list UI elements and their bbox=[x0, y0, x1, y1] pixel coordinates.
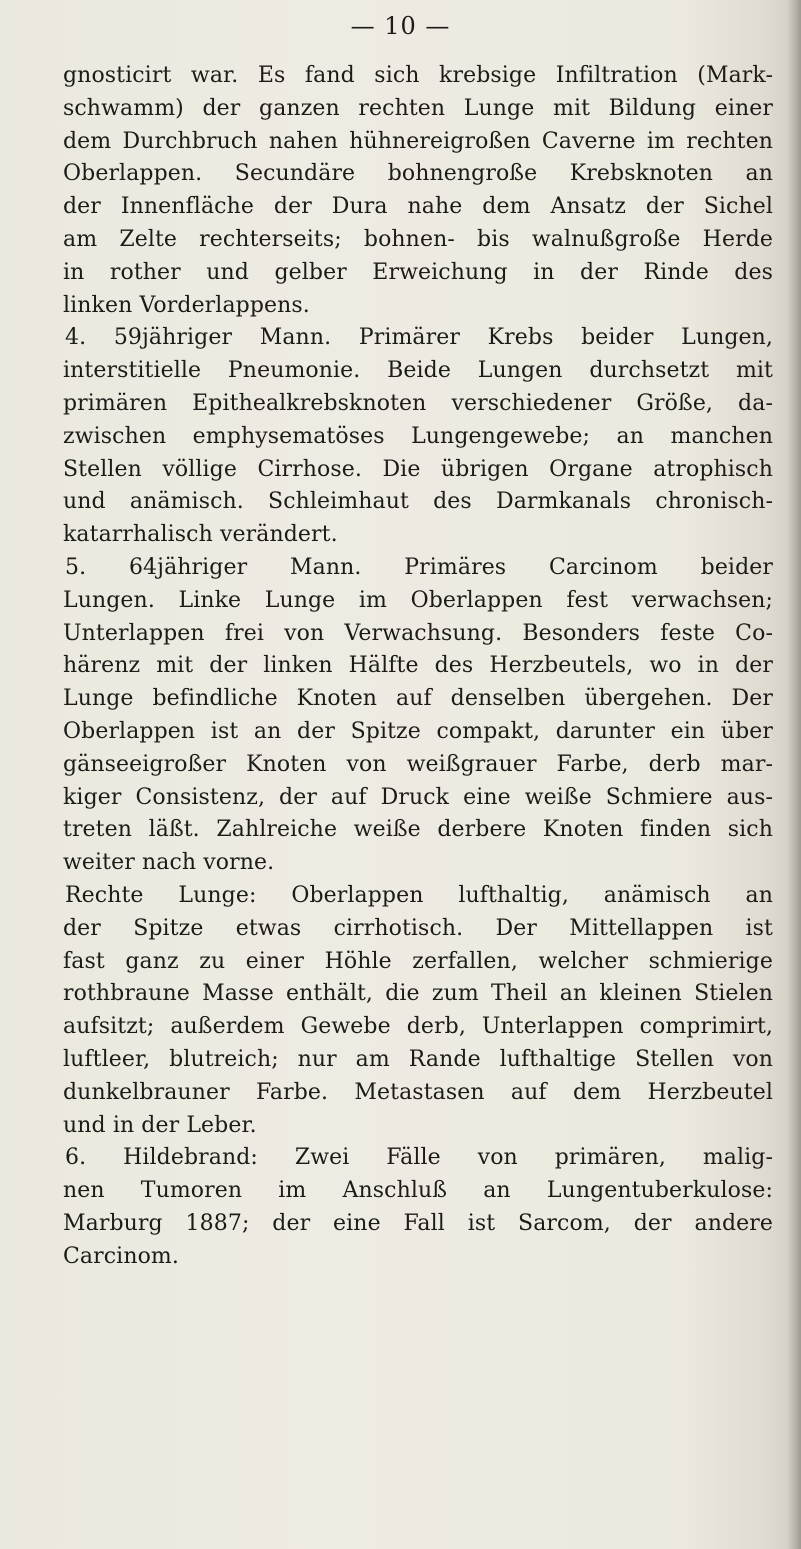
page-edge-shadow bbox=[787, 0, 801, 1549]
text-line: gnosticirt war. Es fand sich krebsige Infiltration (Mark- bbox=[63, 63, 773, 88]
text-line: dem Durchbruch nahen hühnereigroßen Caverne im rechten bbox=[63, 128, 773, 154]
text-line: dunkelbrauner Farbe. Metastasen auf dem Herzbeutel bbox=[63, 1079, 773, 1105]
text-line: und anämisch. Schleimhaut des Darmkanals chronisch- bbox=[63, 489, 773, 515]
text-line: kiger Consistenz, der auf Druck eine weiße Schmiere aus- bbox=[63, 784, 773, 810]
text-line: zwischen emphysematöses Lungengewebe; an manchen bbox=[63, 423, 773, 449]
text-line: der Innenfläche der Dura nahe dem Ansatz der Sichel bbox=[63, 194, 773, 220]
text-line: katarrhalisch verändert. bbox=[63, 522, 338, 548]
text-line: am Zelte rechterseits; bohnen- bis walnußgroße Herde bbox=[63, 226, 773, 252]
text-line: in rother und gelber Erweichung in der Rinde des bbox=[63, 259, 773, 285]
text-line: rothbraune Masse enthält, die zum Theil an kleinen Stielen bbox=[63, 981, 773, 1007]
text-line: fast ganz zu einer Höhle zerfallen, welcher schmierige bbox=[63, 948, 773, 974]
text-line: Oberlappen. Secundäre bohnengroße Krebsknoten an bbox=[63, 161, 773, 187]
text-line: Rechte Lunge: Oberlappen lufthaltig, anämisch an bbox=[65, 882, 773, 908]
text-line: interstitielle Pneumonie. Beide Lungen durchsetzt mit bbox=[63, 358, 773, 384]
text-line: gänseeigroßer Knoten von weißgrauer Farbe, derb mar- bbox=[63, 751, 773, 777]
text-line: primären Epithealkrebsknoten verschiedener Größe, da- bbox=[63, 390, 773, 416]
text-line: luftleer, blutreich; nur am Rande lufthaltige Stellen von bbox=[63, 1046, 773, 1072]
text-line: treten läßt. Zahlreiche weiße derbere Knoten finden sich bbox=[63, 817, 773, 843]
body-text bbox=[63, 60, 773, 1273]
text-line: nen Tumoren im Anschluß an Lungentuberkulose: bbox=[63, 1178, 773, 1204]
text-line: Stellen völlige Cirrhose. Die übrigen Organe atrophisch bbox=[63, 456, 773, 482]
page-number: — 10 — bbox=[350, 12, 451, 40]
text-line: 5. 64jähriger Mann. Primäres Carcinom beider bbox=[65, 554, 773, 580]
text-line: Marburg 1887; der eine Fall ist Sarcom, der andere bbox=[63, 1210, 773, 1236]
text-line: linken Vorderlappens. bbox=[63, 292, 310, 318]
text-line: Oberlappen ist an der Spitze compakt, darunter ein über bbox=[63, 718, 773, 744]
text-line: 4. 59jähriger Mann. Primärer Krebs beider Lungen, bbox=[65, 325, 773, 351]
text-line: Lungen. Linke Lunge im Oberlappen fest verwachsen; bbox=[63, 587, 773, 613]
text-line: schwamm) der ganzen rechten Lunge mit Bildung einer bbox=[63, 95, 773, 121]
text-line: härenz mit der linken Hälfte des Herzbeutels, wo in der bbox=[63, 653, 773, 679]
text-line: Unterlappen frei von Verwachsung. Besonders feste Co- bbox=[63, 620, 773, 646]
text-line: weiter nach vorne. bbox=[63, 850, 275, 876]
text-line: Lunge befindliche Knoten auf denselben übergehen. Der bbox=[63, 686, 773, 712]
text-line: der Spitze etwas cirrhotisch. Der Mittellappen ist bbox=[63, 915, 773, 941]
text-line: und in der Leber. bbox=[63, 1112, 257, 1138]
text-line: 6. Hildebrand: Zwei Fälle von primären, malig- bbox=[65, 1145, 773, 1171]
text-line: Carcinom. bbox=[63, 1243, 179, 1269]
text-line: aufsitzt; außerdem Gewebe derb, Unterlappen comprimirt, bbox=[63, 1014, 773, 1040]
